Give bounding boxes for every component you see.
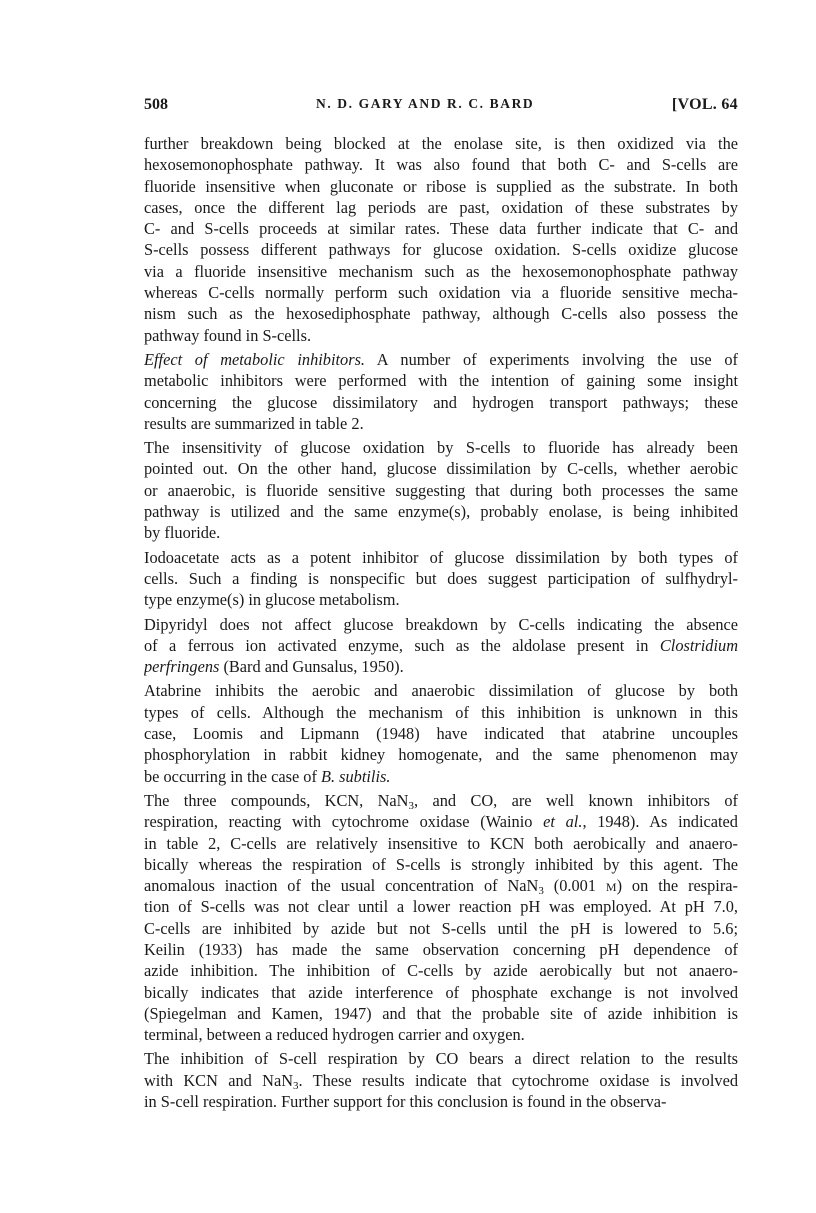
text-line: of a ferrous ion activated enzyme, such as the aldolase present in Clostridium [144,635,738,655]
text-line: Dipyridyl does not affect glucose breakdown by C-cells indicating the absence [144,614,738,634]
text-line: types of cells. Although the mechanism of this inhibition is unknown in this [144,702,738,722]
text-line: azide inhibition. The inhibition of C-cells by azide aerobically but not anaero- [144,961,738,981]
text-line: The inhibition of S-cell respiration by CO bears a direct relation to the results [144,1049,738,1069]
text-line: results are summarized in table 2. [144,413,364,433]
text-line: cells. Such a finding is nonspecific but does suggest participation of sulfhydryl- [144,568,738,588]
running-authors: N. D. GARY AND R. C. BARD [316,96,535,111]
text-line: respiration, reacting with cytochrome oxidase (Wainio et al., 1948). As indicated [144,812,738,832]
text-line: cases, once the different lag periods are past, oxidation of these substrates by [144,197,738,217]
text-line: S-cells possess different pathways for glucose oxidation. S-cells oxidize glucose [144,240,738,260]
text-line: Keilin (1933) has made the same observation concerning pH dependence of [144,939,738,959]
text-line: anomalous inaction of the usual concentration of NaN$_3$ (0.001 M) on the respira- [144,876,738,897]
text-line: in S-cell respiration. Further support for this conclusion is found in the observa- [144,1092,667,1112]
paragraph [144,614,738,678]
text-line: in table 2, C-cells are relatively insensitive to KCN both aerobically and anaero- [144,833,738,853]
text-line: bically whereas the respiration of S-cells is strongly inhibited by this agent. The [144,854,738,874]
text-line: metabolic inhibitors were performed with the intention of gaining some insight [144,371,738,391]
text-line: Atabrine inhibits the aerobic and anaerobic dissimilation of glucose by both [144,681,738,701]
text-line: by fluoride. [144,523,221,543]
paragraph [144,133,738,346]
page-number: 508 [144,96,168,113]
text-line: The three compounds, KCN, NaN$_3$, and CO, are well known inhibitors of [144,790,738,812]
text-line: tion of S-cells was not clear until a lower reaction pH was employed. At pH 7.0, [144,897,738,917]
text-line: C-cells are inhibited by azide but not S-cells until the pH is lowered to 5.6; [144,918,738,938]
text-line: pathway found in S-cells. [144,325,312,345]
text-line: pathway is utilized and the same enzyme(s), probably enolase, is being inhibited [144,502,738,522]
text-line: phosphorylation in rabbit kidney homogenate, and the same phenomenon may [144,745,738,765]
text-line: C- and S-cells proceeds at similar rates. These data further indicate that C- and [144,219,738,239]
text-line: bically indicates that azide interference of phosphate exchange is not involved [144,982,738,1002]
volume-label: [VOL. 64 [671,96,738,113]
text-line: hexosemonophosphate pathway. It was also found that both C- and S-cells are [144,155,738,175]
text-line: concerning the glucose dissimilatory and hydrogen transport pathways; these [144,392,738,412]
text-line: type enzyme(s) in glucose metabolism. [144,590,400,610]
text-line: with KCN and NaN$_3$. These results indicate that cytochrome oxidase is involved [144,1070,738,1092]
running-header [144,96,738,118]
article-body [144,133,738,1112]
text-line: further breakdown being blocked at the enolase site, is then oxidized via the [144,134,738,153]
text-line: be occurring in the case of B. subtilis. [144,766,391,786]
paragraph [144,790,738,1046]
text-line: via a fluoride insensitive mechanism such as the hexosemonophosphate pathway [144,261,738,281]
text-line: The insensitivity of glucose oxidation by S-cells to fluoride has already been [144,438,738,458]
paragraph [144,437,738,543]
text-line: Iodoacetate acts as a potent inhibitor of glucose dissimilation by both types of [144,547,738,567]
text-line: (Spiegelman and Kamen, 1947) and that the probable site of azide inhibition is [144,1003,738,1023]
text-line: perfringens (Bard and Gunsalus, 1950). [144,657,404,677]
paragraph [144,349,738,434]
paragraph [144,1048,738,1112]
text-line: nism such as the hexosediphosphate pathway, although C-cells also possess the [144,304,738,324]
text-line: Effect of metabolic inhibitors. A number of experiments involving the use of [144,349,738,369]
paragraph [144,680,738,786]
text-line: or anaerobic, is fluoride sensitive suggesting that during both processes the same [144,480,738,500]
paragraph [144,547,738,611]
text-line: terminal, between a reduced hydrogen carrier and oxygen. [144,1025,525,1045]
text-line: fluoride insensitive when gluconate or ribose is supplied as the substrate. In both [144,176,738,196]
text-line: case, Loomis and Lipmann (1948) have indicated that atabrine uncouples [144,724,738,744]
text-line: pointed out. On the other hand, glucose dissimilation by C-cells, whether aerobic [144,459,738,479]
text-line: whereas C-cells normally perform such oxidation via a fluoride sensitive mecha- [144,283,738,303]
